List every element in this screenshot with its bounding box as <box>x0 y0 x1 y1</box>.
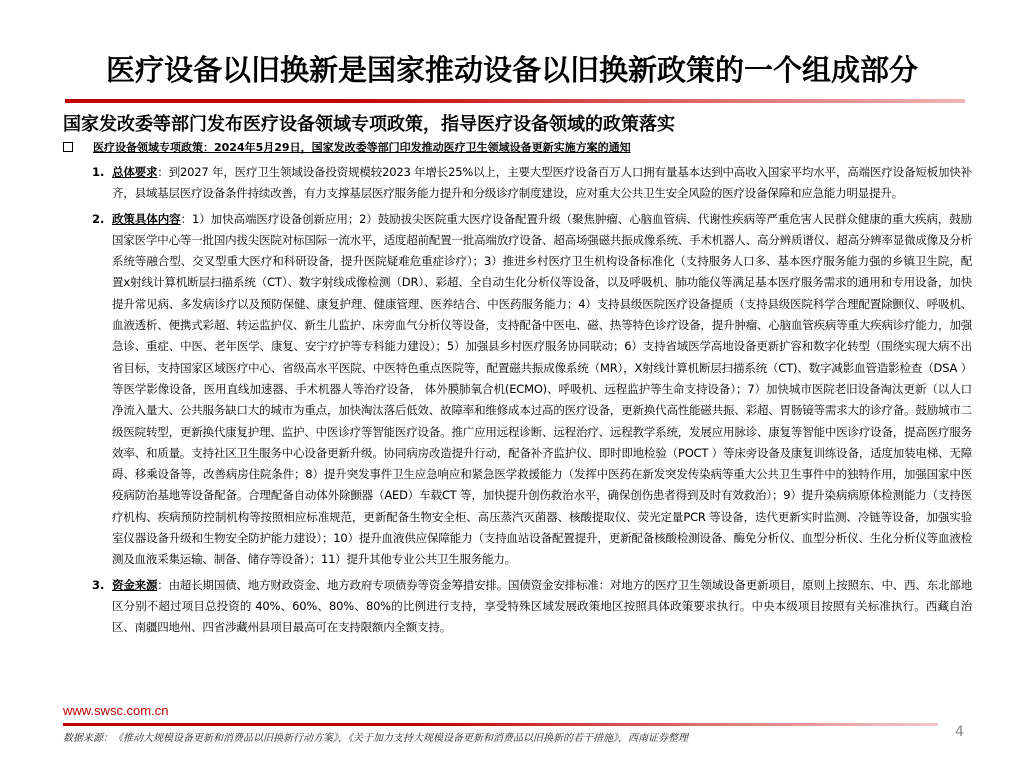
list-item <box>92 162 972 205</box>
item-paragraph <box>112 575 972 639</box>
item-text: ：1）加快高端医疗设备创新应用；2）鼓励拔尖医院重大医疗设备配置升级（聚焦肿瘤、心脑血管病、代谢性疾病等严重危害人民群众健康的重大疾病，鼓励国家医学中心等一批国内拔尖医院对标国际一流水平，适度超前配置一批高端放疗设备、超高场强磁共振成像系统、手术机器人、高分辨质谱仪、超高分辨率显微成像及分析系统等融合型、交叉型重大医疗和科研设备，提升医院疑难危重症诊疗）；3）推进乡村医疗卫生机构设备标准化（支持服务人口多、基本医疗服务能力强的乡镇卫生院，配置x射线计算机断层扫描系统（CT）、数字射线成像检测（DR）、彩超、全自动生化分析仪等设备，以及呼吸机、肺功能仪等满足基本医疗服务需求的通用和专用设备，加快提升常见病、多发病诊疗以及预防保健、康复护理、健康管理、医养结合、中医药服务能力；4）支持县级医院医疗设备提质（支持县级医院科学合理配置除颤仪、呼吸机、血液透析、便携式彩超、转运监护仪、新生儿监护、床旁血气分析仪等设备，支持配备中医电、磁、热等特色诊疗设备，提升肿瘤、心脑血管疾病等重大疾病诊疗能力，加强急诊、重症、中医、老年医学、康复、安宁疗护等专科能力建设）；5）加强县乡村医疗服务协同联动；6）支持省域医学高地设备更新扩容和数字化转型（围绕实现大病不出省目标，支持国家区域医疗中心、省级高水平医院、中医特色重点医院等，配置磁共振成像系统（MR），X射线计算机断层扫描系统（CT)、数字减影血管造影检查（DSA ）等医学影像设备，医用直线加速器、手术机器人等治疗设备， 体外膜肺氧合机(ECMO)、呼吸机、远程监护等生命支持设备）；7）加快城市医院老旧设备淘汰更新（以人口净流入量大、公共服务缺口大的城市为重点，加快淘汰落后低效、故障率和维修成本过高的医疗设备，更新换代高性能磁共振、彩超、胃肠镜等需求大的诊疗备。鼓励城市二级医院转型，更新换代康复护理、监护、中医诊疗等智能医疗设备。推广应用远程诊断、远程治疗、远程教学系统，发展应用脉诊、康复等智能中医诊疗设备，提高医疗服务效率、和质量。支持社区卫生服务中心设备更新升级。协同病房改造提升行动，配备补齐监护仪、即时即地检验（POCT ）等床旁设备及康复训练设备，适度加装电梯、无障碍、移乘设备等，改善病房住院条件；8）提升突发事件卫生应急响应和紧急医学救援能力（发挥中医药在新发突发传染病等重大公共卫生事件中的独特作用，加强国家中医疫病防治基地等设备配备。合理配备自动体外除颤器（AED）车载CT 等，加快提升创伤救治水平，确保创伤患者得到及时有效救治）；9）提升染病病原体检测能力（支持医疗机构、疾病预防控制机构等按照相应标准规范，更新配备生物安全柜、高压蒸汽灭菌器、核酸提取仪、荧光定量PCR 等设备，迭代更新实时监测、冷链等设备，加强实验室仪器设备升级和生物安全防护能力建设）；10）提升血液供应保障能力（支持血站设备配置提升，更新配备核酸检测设备、酶免分析仪、血型分析仪、生化分析仪等血液检测及血液采集运输、制备、储存等设备）；11）提升其他专业公共卫生服务能力。 <box>112 211 972 567</box>
website-link[interactable]: www.swsc.com.cn <box>63 703 169 718</box>
item-paragraph <box>112 209 972 571</box>
list-item <box>92 209 972 571</box>
item-number: 3. <box>92 577 105 592</box>
footer-rule <box>63 723 938 726</box>
data-source-note: 数据来源：《推动大规模设备更新和消费品以旧换新行动方案》，《关于加力支持大规模设备更新和消费品以旧换新的若干措施》，西南证券整理 <box>63 733 688 744</box>
item-number: 1. <box>92 165 105 179</box>
policy-bullet <box>63 140 983 156</box>
item-number: 2. <box>92 211 105 226</box>
item-paragraph <box>112 162 972 205</box>
page-title: 医疗设备以旧换新是国家推动设备以旧换新政策的一个组成部分 <box>105 53 918 87</box>
title-underline <box>65 99 965 103</box>
item-lead: 政策具体内容 <box>112 211 181 226</box>
section-subtitle: 国家发改委等部门发布医疗设备领域专项政策，指导医疗设备领域的政策落实 <box>63 114 675 135</box>
policy-bullet-text: 医疗设备领域专项政策：2024年5月29日，国家发改委等部门印发推动医疗卫生领域设备更新实施方案的通知 <box>93 141 631 154</box>
item-lead: 总体要求 <box>112 165 158 179</box>
square-bullet-icon <box>63 142 73 152</box>
list-item <box>92 575 972 639</box>
page-number: 4 <box>955 724 964 740</box>
item-text: ：到2027 年，医疗卫生领域设备投资规模较2023 年增长25%以上，主要大型医疗设备百万人口拥有量基本达到中高收入国家平均水平，高端医疗设备短板加快补齐，县域基层医疗设备条件持续改善，有力支撑基层医疗服务能力提升和分级诊疗制度建设，应对重大公共卫生安全风险的医疗设备保障和应急能力明显提升。 <box>112 165 972 201</box>
policy-items-list <box>92 162 972 643</box>
item-lead: 资金来源 <box>112 577 158 592</box>
item-text: ：由超长期国债、地方财政资金、地方政府专项债券等资金筹措安排。国债资金安排标准：对地方的医疗卫生领域设备更新项目，原则上按照东、中、西、东北部地区分别不超过项目总投资的 40%、60%、80%、80%的比例进行支持，享受特殊区域发展政策地区按照具体政策要求执行。中央本级项目按照有关标准执行。西藏自治区、南疆四地州、四省涉藏州县项目最高可在支持限额内全额支持。 <box>112 577 972 635</box>
